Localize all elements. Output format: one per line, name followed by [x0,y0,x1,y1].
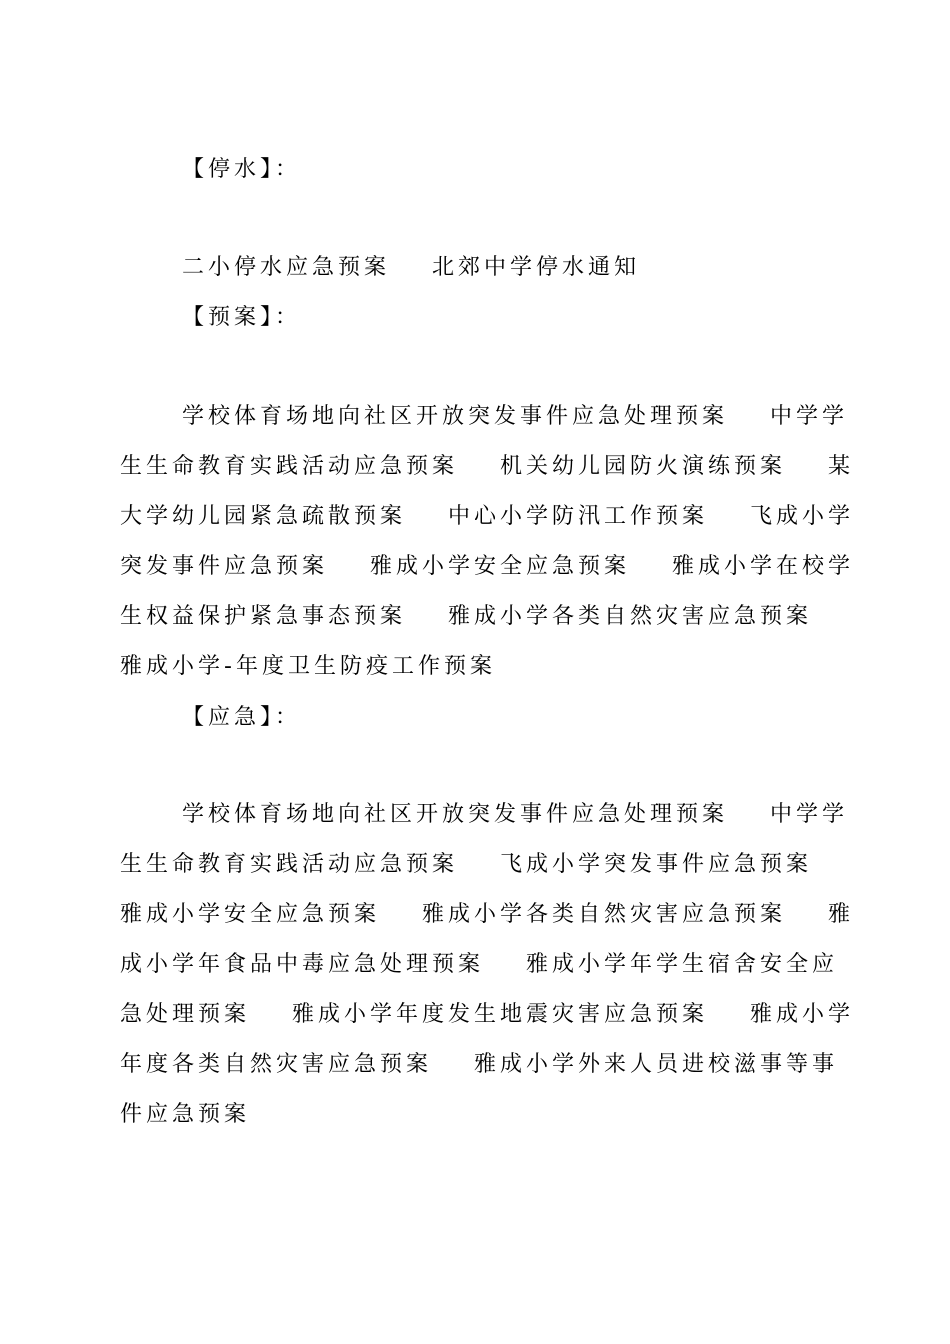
emergency-line [120,1100,250,1130]
link-item[interactable]: 大学幼儿园紧急疏散预案 [120,504,407,529]
link-item[interactable]: 二小停水应急预案 [182,255,391,280]
link-item[interactable]: 雅成小学安全应急预案 [120,902,381,927]
link-item[interactable]: 雅成小学年度发生地震灾害应急预案 [292,1002,709,1027]
link-item[interactable]: 件应急预案 [120,1102,251,1127]
link-item[interactable]: 飞成小学 [750,504,855,529]
water-links-line [182,253,640,283]
link-item[interactable]: 北郊中学停水通知 [432,255,641,280]
plan-line [120,602,812,632]
plan-line [120,452,854,482]
plan-line [120,552,854,582]
emergency-line [120,950,838,980]
link-item[interactable]: 雅成小学年学生宿舍安全应 [526,952,839,977]
emergency-line [120,900,854,930]
link-item[interactable]: 生生命教育实践活动应急预案 [120,852,459,877]
emergency-line [120,1050,838,1080]
section-heading-emergency: 【应急】： [182,705,302,730]
link-item[interactable]: 雅成小学在校学 [672,554,855,579]
link-item[interactable]: 雅 [828,902,855,927]
link-item[interactable]: 机关幼儿园防火演练预案 [500,454,787,479]
link-item[interactable]: 突发事件应急预案 [120,554,329,579]
plan-line [182,402,848,432]
link-item[interactable]: 雅成小学各类自然灾害应急预案 [422,902,787,927]
emergency-line [120,1000,854,1030]
plan-line [120,652,496,682]
link-item[interactable]: 飞成小学突发事件应急预案 [500,852,813,877]
link-item[interactable]: 学校体育场地向社区开放突发事件应急处理预案 [182,802,729,827]
link-item[interactable]: 中心小学防汛工作预案 [448,504,709,529]
plan-line [120,502,854,532]
link-item[interactable]: 生权益保护紧急事态预案 [120,604,407,629]
section-heading-plan: 【预案】： [182,305,302,330]
link-item[interactable]: 成小学年食品中毒应急处理预案 [120,952,485,977]
link-item[interactable]: 雅成小学 [750,1002,855,1027]
link-item[interactable]: 雅成小学-年度卫生防疫工作预案 [120,654,496,679]
link-item[interactable]: 中学学 [770,404,849,429]
link-item[interactable]: 雅成小学安全应急预案 [370,554,631,579]
link-item[interactable]: 生生命教育实践活动应急预案 [120,454,459,479]
section-heading-water: 【停水】： [182,157,302,182]
emergency-line [120,850,812,880]
link-item[interactable]: 学校体育场地向社区开放突发事件应急处理预案 [182,404,729,429]
link-item[interactable]: 雅成小学外来人员进校滋事等事 [474,1052,839,1077]
link-item[interactable]: 急处理预案 [120,1002,251,1027]
link-item[interactable]: 雅成小学各类自然灾害应急预案 [448,604,813,629]
link-item[interactable]: 年度各类自然灾害应急预案 [120,1052,433,1077]
link-item[interactable]: 某 [828,454,855,479]
link-item[interactable]: 中学学 [770,802,849,827]
emergency-line [182,800,848,830]
